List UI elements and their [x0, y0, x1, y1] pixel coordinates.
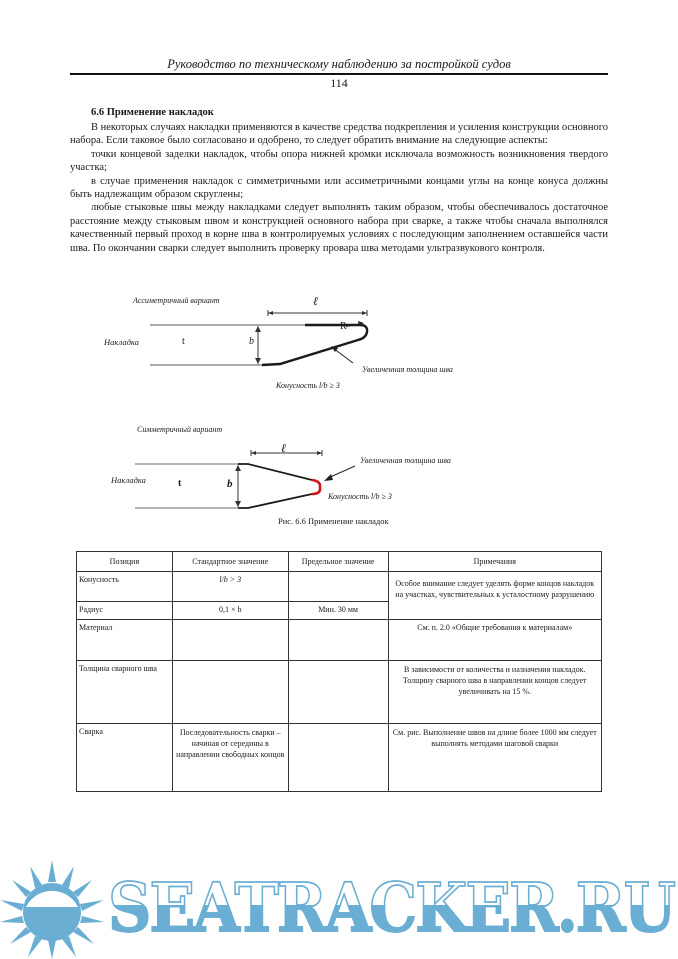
watermark-text: SEATRACKER.RU [108, 869, 674, 948]
length-label: ℓ [313, 294, 318, 308]
page-number: 114 [330, 76, 348, 90]
cell-note: См. рис. Выполнение швов на длине более 1000 мм следует выполнять методами шаговой сварки [388, 724, 602, 792]
cell-position: Конусность [77, 572, 173, 602]
figure-caption: Рис. 6.6 Применение накладок [278, 516, 389, 526]
cell-standard: 0,1 × b [172, 602, 288, 620]
height-label: b [227, 478, 233, 490]
column-header: Стандартное значение [172, 552, 288, 572]
section-title: 6.6 Применение накладок [91, 107, 214, 118]
table-row [77, 572, 602, 602]
cell-standard: l/b > 3 [172, 572, 288, 602]
column-header: Предельное значение [288, 552, 388, 572]
cell-limit [288, 620, 388, 661]
taper-label: Конусность l/b ≥ 3 [276, 381, 340, 390]
taper-label: Конусность l/b ≥ 3 [328, 492, 392, 501]
cell-standard [172, 661, 288, 724]
paragraph: в случае применения накладок с симметричными или ассиметричными концами углы на конце конуса должны быть надлежащим образом скруглены; [70, 175, 608, 201]
table-row [77, 724, 602, 792]
figure-title: Ассиметричный вариант [133, 296, 220, 305]
table-row [77, 620, 602, 661]
cell-limit [288, 572, 388, 602]
column-header: Позиция [77, 552, 173, 572]
cell-position: Радиус [77, 602, 173, 620]
cell-note: Особое внимание следует уделять форме концов накладок на участках, чувствительных к усталостному разрушению [388, 572, 602, 620]
specifications-table [76, 551, 602, 792]
running-header: Руководство по техническому наблюдению за постройкой судов [167, 57, 511, 71]
table-row [77, 661, 602, 724]
paragraph: любые стыковые швы между накладками следует выполнять таким образом, чтобы обеспечивалось достаточное расстояние между стыковым швом и конструкцией основного набора при сварке, а также чтобы сначала выполнялся качественный первый проход в корне шва в контролируемых условиях с последующим заполнением оставшейся части шва. По окончании сварки следует выполнить проверку провара шва методами ультразвукового контроля. [70, 202, 608, 254]
cell-position: Сварка [77, 724, 173, 792]
cell-note: См. п. 2.0 «Общие требования к материалам» [388, 620, 602, 661]
plate-label: Накладка [104, 337, 139, 347]
thickness-label: t [178, 478, 182, 489]
cell-limit [288, 724, 388, 792]
cell-standard [172, 620, 288, 661]
radius-label: R [340, 321, 347, 332]
paragraph: точки концевой заделки накладок, чтобы опора нижней кромки исключала возможность возникновения твердого участка; [70, 148, 608, 174]
plate-label: Накладка [111, 475, 146, 485]
cell-position: Материал [77, 620, 173, 661]
cell-limit [288, 661, 388, 724]
thickness-label: t [182, 336, 185, 347]
cell-position: Толщина сварного шва [77, 661, 173, 724]
paragraph: В некоторых случаях накладки применяются в качестве средства подкрепления и усиления конструкции основного набора. Если таковое было согласовано и одобрено, то следует обратить внимание на следующие аспекты: [70, 122, 608, 147]
cell-note: В зависимости от количества и назначения накладок. Толщину сварного шва в направлении концов следует увеличивать на 15 %. [388, 661, 602, 724]
sun-over-sea-icon [0, 860, 105, 959]
figure-title: Симметричный вариант [137, 425, 223, 434]
column-header: Примечания [388, 552, 602, 572]
weld-label: Увеличенная толщина шва [360, 456, 451, 465]
length-label: ℓ [281, 441, 286, 455]
weld-label: Увеличенная толщина шва [362, 365, 453, 374]
cell-standard: Последовательность сварки – начиная от середины в направлении свободных концов [172, 724, 288, 792]
height-label: b [249, 336, 254, 347]
table-header-row [77, 552, 602, 572]
cell-limit: Мин. 30 мм [288, 602, 388, 620]
